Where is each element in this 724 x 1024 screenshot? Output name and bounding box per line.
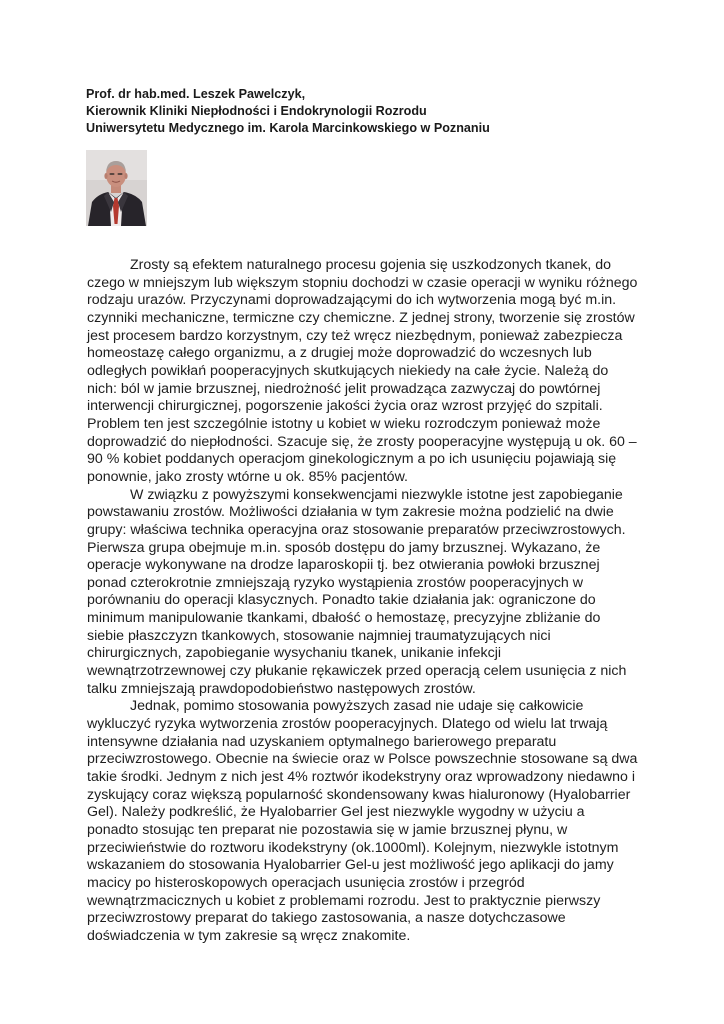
paragraph-2: W związku z powyższymi konsekwencjami niezwykle istotne jest zapobieganie powstawaniu zrostów. Możliwości działania w tym zakresie można podzielić na dwie grupy: właściwa technika operacyjna oraz stosowanie preparatów przeciwzrostowych. Pierwsza grupa obejmuje m.in. sposób dostępu do jamy brzusznej. Wykazano, że operacje wykonywane na drodze laparoskopii tj. bez otwierania powłoki brzusznej ponad czterokrotnie zmniejszają ryzyko wystąpienia zrostów pooperacyjnych w porównaniu do operacji klasycznych. Ponadto takie działania jak: ograniczone do minimum manipulowanie tkankami, dbałość o hemostazę, precyzyjne zbliżanie do siebie płaszczyzn tkankowych, stosowanie najmniej traumatyzujących nici chirurgicznych, zapobieganie wysychaniu tkanek, unikanie infekcji wewnątrzotrzewnowej czy płukanie rękawiczek przed operacją celem usunięcia z nich talku zmniejszają prawdopodobieństwo następowych zrostów. xyxy=(87,486,627,697)
author-portrait-photo xyxy=(86,150,147,226)
article-body xyxy=(87,257,639,946)
portrait-eye-left xyxy=(110,173,115,175)
author-name: Prof. dr hab.med. Leszek Pawelczyk, xyxy=(86,87,306,101)
paragraph-3: Jednak, pomimo stosowania powyższych zasad nie udaje się całkowicie wykluczyć ryzyka wytworzenia zrostów pooperacyjnych. Dlatego od wielu lat trwają intensywne działania nad uzyskaniem optymalnego barierowego preparatu przeciwzrostowego. Obecnie na świecie oraz w Polsce powszechnie stosowane są dwa takie środki. Jednym z nich jest 4% roztwór ikodekstryny oraz wprowadzony niedawno i zyskujący coraz większą popularność skondensowany kwas hialuronowy (Hyalobarrier Gel). Należy podkreślić, że Hyalobarrier Gel jest niezwykle wygodny w użyciu a ponadto stosując ten preparat nie pozostawia się w jamie brzusznej płynu, w przeciwieństwie do roztworu ikodekstryny (ok.1000ml). Kolejnym, niezwykle istotnym wskazaniem do stosowania Hyalobarrier Gel-u jest możliwość jego aplikacji do jamy macicy po histeroskopowych operacjach usunięcia zrostów i przegród wewnątrzmacicznych u kobiet z problemami rozrodu. Jest to praktycznie pierwszy przeciwzrostowy preparat do takiego zastosowania, a nasze dotychczasowe doświadczenia w tym zakresie są wręcz znakomite. xyxy=(87,698,638,944)
portrait-eye-right xyxy=(118,173,123,175)
portrait-illustration xyxy=(86,150,147,226)
author-position: Kierownik Kliniki Niepłodności i Endokrynologii Rozrodu xyxy=(86,104,427,118)
author-institution: Uniwersytetu Medycznego im. Karola Marcinkowskiego w Poznaniu xyxy=(86,121,490,135)
portrait-ear-left xyxy=(104,173,107,179)
paragraph-1: Zrosty są efektem naturalnego procesu gojenia się uszkodzonych tkanek, do czego w mniejszym lub większym stopniu dochodzi w czasie operacji w wyniku różnego rodzaju urazów. Przyczynami doprowadzającymi do ich wytworzenia mogą być m.in. czynniki mechaniczne, termiczne czy chemiczne. Z jednej strony, tworzenie się zrostów jest procesem bardzo korzystnym, czy też wręcz niezbędnym, ponieważ zabezpiecza homeostazę całego organizmu, a z drugiej może doprowadzić do wczesnych lub odległych powikłań pooperacyjnych skutkujących niekiedy na całe życie. Należą do nich: ból w jamie brzusznej, niedrożność jelit prowadząca zazwyczaj do powtórnej interwencji chirurgicznej, pogorszenie jakości życia oraz wzrost przyjęć do szpitali. Problem ten jest szczególnie istotny u kobiet w wieku rozrodczym ponieważ może doprowadzić do niepłodności. Szacuje się, że zrosty pooperacyjne występują u ok. 60 – 90 % kobiet poddanych operacjom ginekologicznym a po ich usunięciu pojawiają się ponownie, jako zrosty wtórne u ok. 85% pacjentów. xyxy=(87,257,638,485)
portrait-ear-right xyxy=(124,173,127,179)
author-header xyxy=(86,86,646,137)
